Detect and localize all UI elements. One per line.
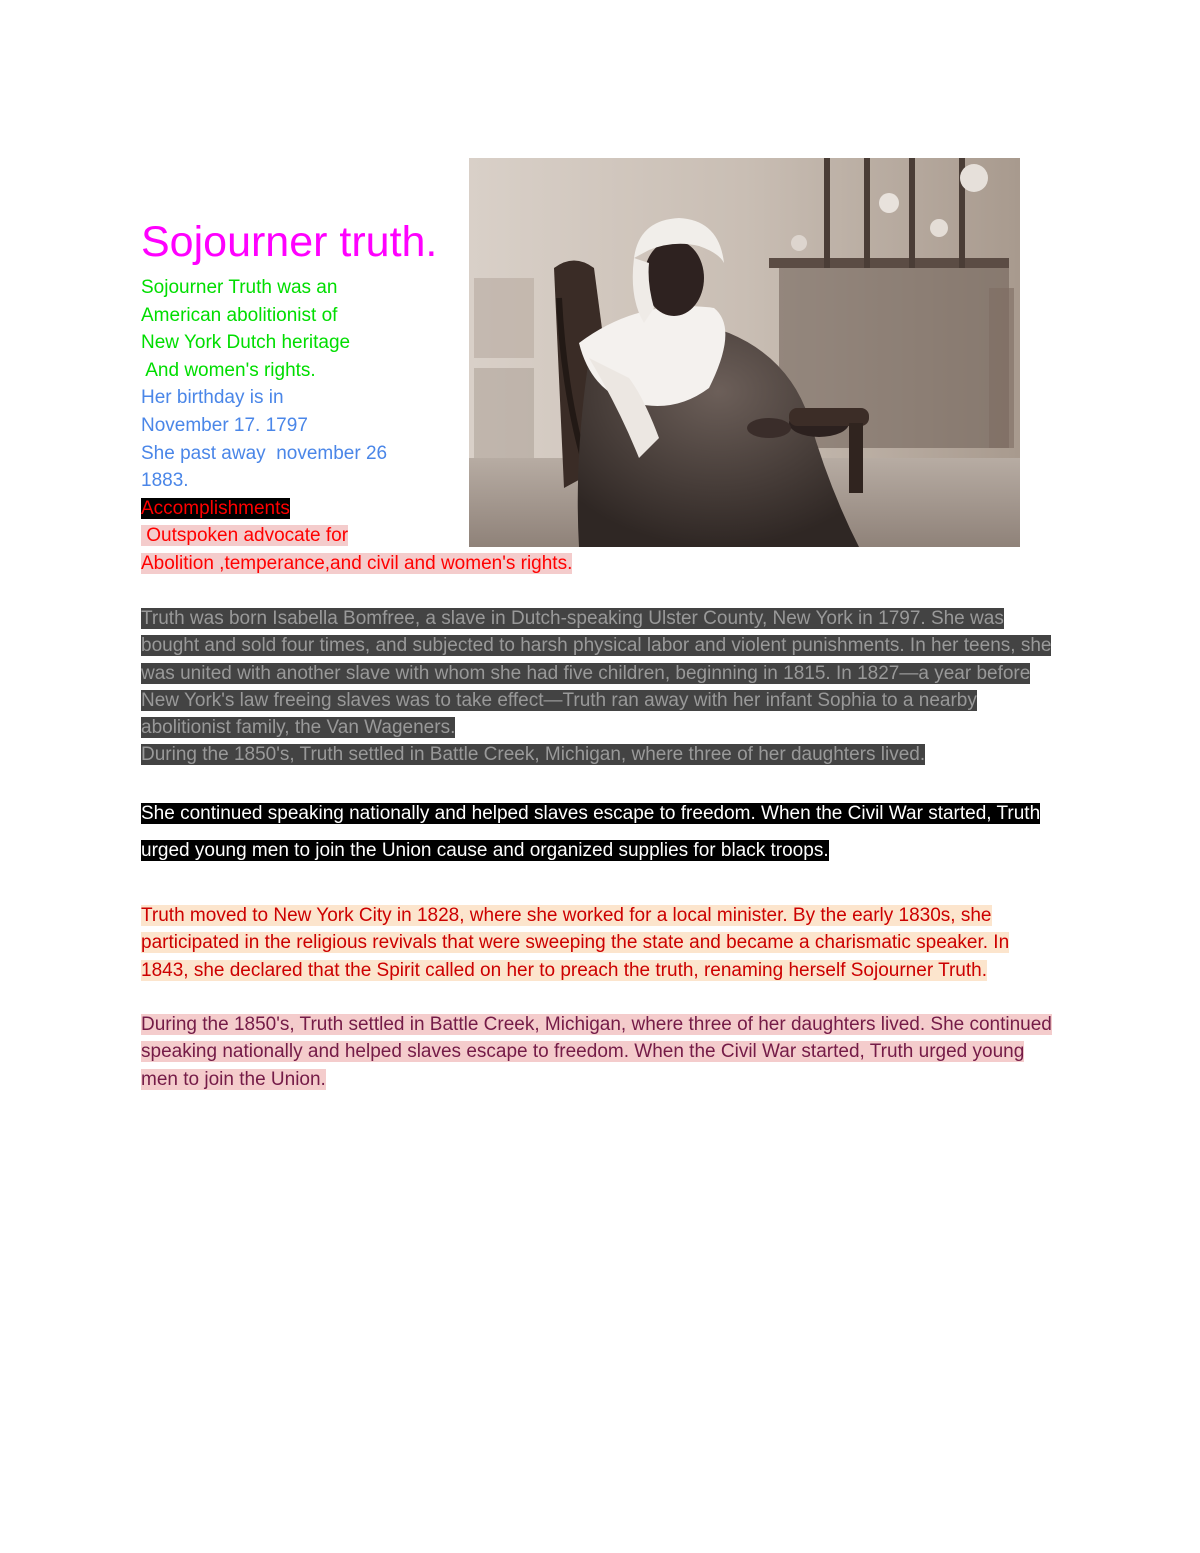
paragraph-line: During the 1850's, Truth settled in Battle Creek, Michigan, where three of her daughters lived. [141, 744, 926, 766]
intro-line: New York Dutch heritage [141, 332, 351, 354]
birth-line: She past away november 26 [141, 442, 388, 464]
paragraph-civil-war [141, 795, 1040, 869]
paragraph-line: participated in the religious revivals that were sweeping the state and became a charismatic speaker. In [141, 932, 1010, 954]
paragraph-line: During the 1850's, Truth settled in Battle Creek, Michigan, where three of her daughters lived. She continued [141, 1014, 1052, 1035]
paragraph-line: Truth was born Isabella Bomfree, a slave in Dutch-speaking Ulster County, New York in 1797. She was [141, 608, 1004, 629]
paragraph-line: New York's law freeing slaves was to take effect—Truth ran away with her infant Sophia to a nearby [141, 689, 977, 711]
accomplishments-heading-row [141, 495, 572, 523]
paragraph-line: was united with another slave with whom she had five children, beginning in 1815. In 1827—a year before [141, 662, 1031, 684]
paragraph-line: speaking nationally and helped slaves escape to freedom. When the Civil War started, Truth urged young [141, 1041, 1025, 1063]
paragraph-line: 1843, she declared that the Spirit called on her to preach the truth, renaming herself Sojourner Truth. [141, 959, 988, 981]
paragraph-battle-creek [141, 1011, 1052, 1093]
accomplishments-line: Outspoken advocate for [141, 525, 349, 547]
birth-line: Her birthday is in [141, 387, 284, 409]
accomplishments-heading: Accomplishments [141, 497, 290, 519]
accomplishments-line: Abolition ,temperance,and civil and women's rights. [141, 552, 573, 574]
paragraph-line: She continued speaking nationally and helped slaves escape to freedom. When the Civil War started, Truth [141, 803, 1041, 824]
paragraph-line: abolitionist family, the Van Wageners. [141, 717, 456, 739]
birth-line: November 17. 1797 [141, 414, 308, 436]
paragraph-line: bought and sold four times, and subjected to harsh physical labor and violent punishments. In her teens, she [141, 635, 1052, 657]
accomplishments-line-row [141, 550, 572, 578]
paragraph-birth-history [141, 605, 1051, 769]
accomplishments-line-row [141, 522, 572, 550]
paragraph-new-york-city [141, 902, 1009, 984]
paragraph-line: urged young men to join the Union cause and organized supplies for black troops. [141, 840, 829, 861]
birth-line: 1883. [141, 470, 189, 492]
paragraph-line: men to join the Union. [141, 1068, 326, 1090]
intro-line: And women's rights. [141, 359, 316, 381]
intro-line: Sojourner Truth was an [141, 277, 338, 298]
intro-line: American abolitionist of [141, 304, 338, 326]
intro-section [141, 274, 572, 578]
page-title: Sojourner truth. [141, 218, 438, 266]
paragraph-line: Truth moved to New York City in 1828, where she worked for a local minister. By the early 1830s, she [141, 905, 992, 926]
